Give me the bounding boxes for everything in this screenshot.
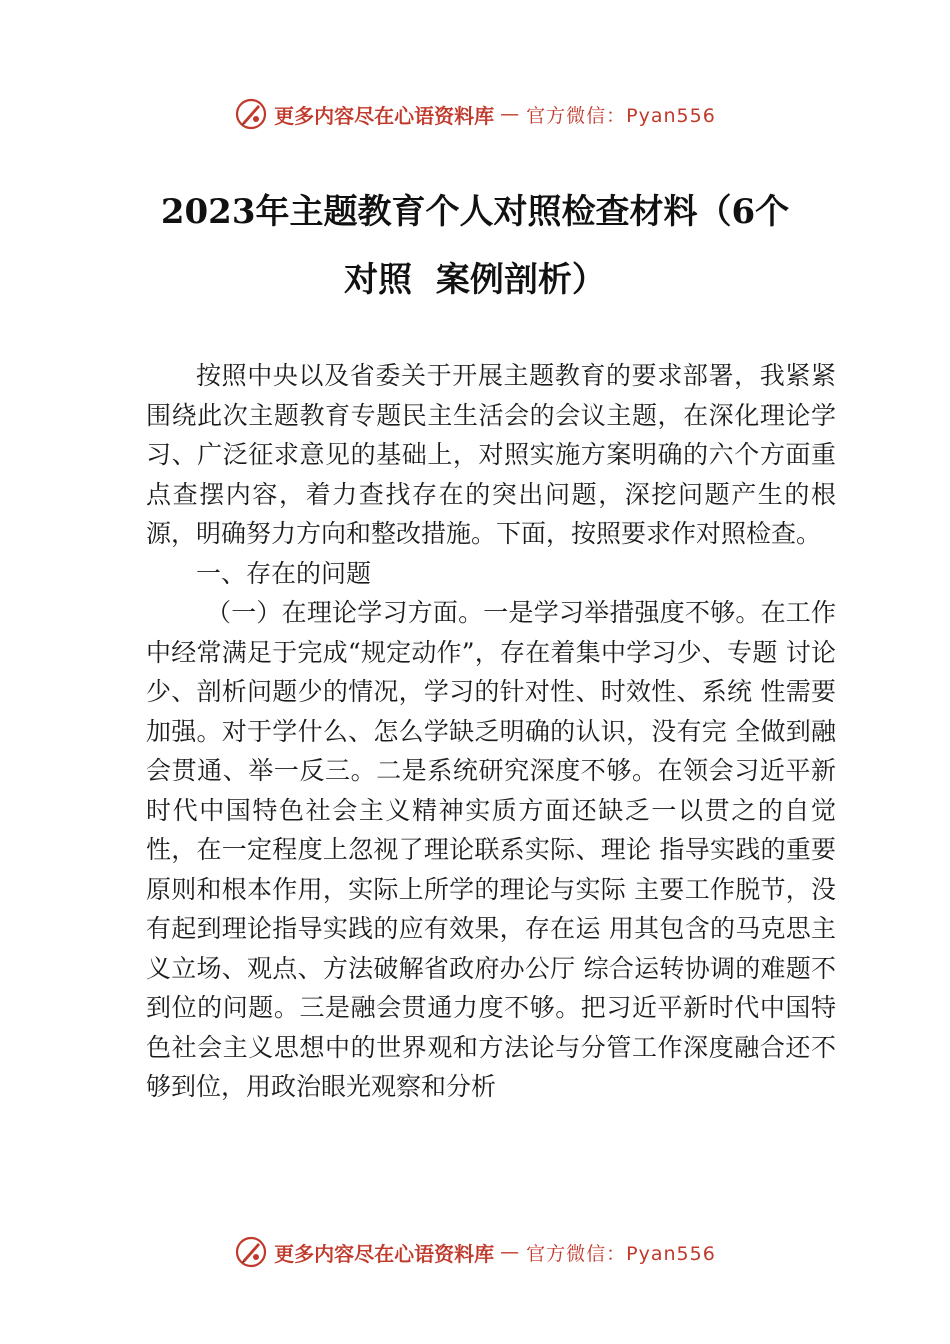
watermark-separator: — (500, 103, 521, 125)
section-heading: 一、存在的问题 (196, 558, 372, 588)
watermark-wechat: 官方微信：Pyan556 (526, 1242, 716, 1265)
title-line-2: 对照 案例剖析） (344, 260, 606, 300)
document-title (140, 178, 810, 314)
paragraph-theory-study: （一）在理论学习方面。一是学习举措强度不够。在工作中经常满足于完成“规定动作”，存在着集中学习少、专题 讨论少、剖析问题少的情况，学习的针对性、时效性、系统 性需要加强。对于学什么、怎么学缺乏明确的认识，没有完 全做到融会贯通、举一反三。二是系统研究深度不够。在领会习近平新时代中国特色社会主义精神实质方面还缺乏一以贯之的自觉性，在一定程度上忽视了理论联系实际、理论 指导实践的重要原则和根本作用，实际上所学的理论与实际 主要工作脱节，没有起到理论指导实践的应有效果，存在运 用其包含的马克思主义立场、观点、方法破解省政府办公厅 综合运转协调的难题不到位的问题。三是融会贯通力度不够。把习近平新时代中国特色社会主义思想中的世界观和方法论与分管工作深度融合还不够到位，用政治眼光观察和分析 (146, 598, 836, 1101)
watermark-separator: — (500, 1241, 521, 1263)
watermark-text: 更多内容尽在心语资料库 (274, 1241, 495, 1266)
watermark-footer (0, 1232, 950, 1272)
watermark-header (0, 94, 950, 134)
paragraph-intro: 按照中央以及省委关于开展主题教育的要求部署，我紧紧围绕此次主题教育专题民主生活会的会议主题，在深化理论学习、广泛征求意见的基础上，对照实施方案明确的六个方面重点查摆内容，着力查找存在的突出问题，深挖问题产生的根源，明确努力方向和整改措施。下面，按照要求作对照检查。 (146, 361, 836, 548)
quill-pen-seal-icon (234, 1235, 268, 1269)
title-line-1: 2023年主题教育个人对照检查材料（6个 (160, 192, 790, 232)
document-body (146, 356, 836, 1107)
watermark-wechat: 官方微信：Pyan556 (526, 104, 716, 127)
watermark-text: 更多内容尽在心语资料库 (274, 103, 495, 128)
quill-pen-seal-icon (234, 97, 268, 131)
